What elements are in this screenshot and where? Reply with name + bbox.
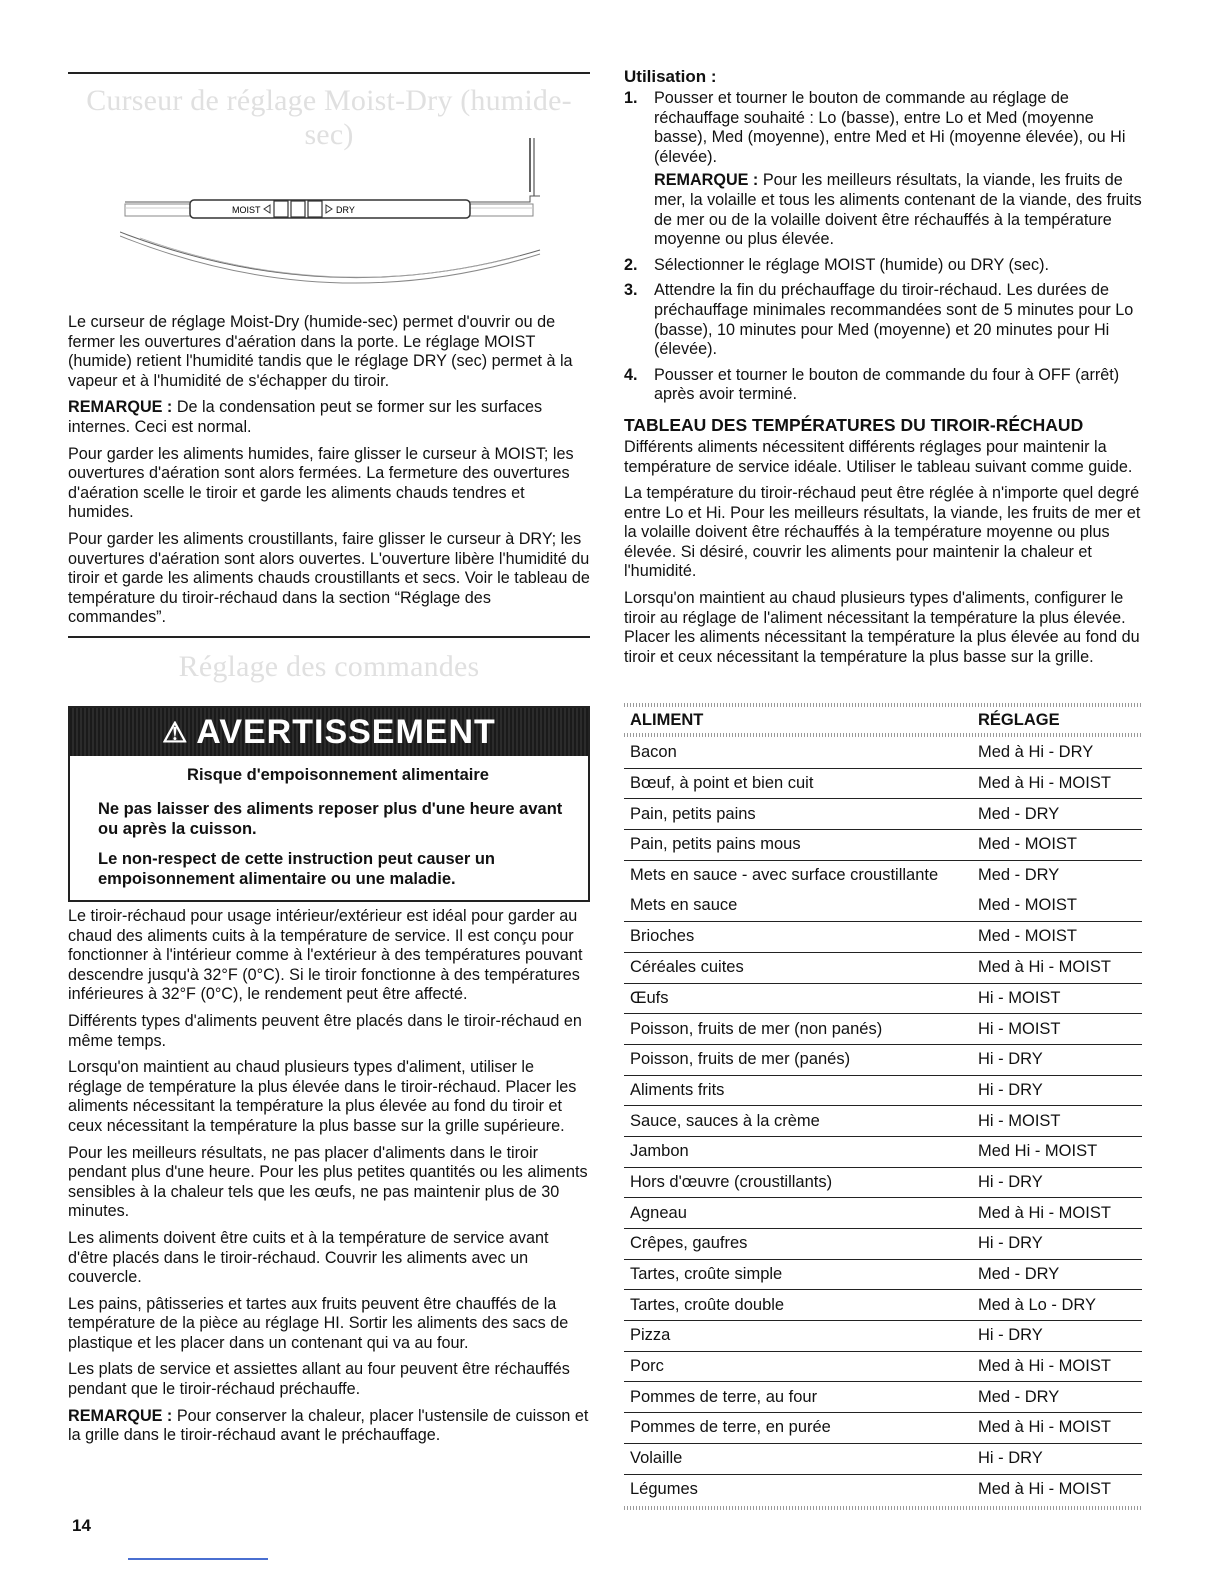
cell-aliment: Pizza bbox=[630, 1326, 671, 1345]
table-row bbox=[624, 768, 1142, 799]
cell-aliment: Jambon bbox=[630, 1142, 689, 1161]
top-rule-left bbox=[68, 72, 590, 74]
warning-triangle-icon: ⚠ bbox=[162, 716, 189, 748]
cell-aliment: Volaille bbox=[630, 1449, 683, 1468]
paragraph: Différents types d'aliments peuvent être placés dans le tiroir-réchaud en même temps. bbox=[68, 1011, 582, 1050]
cell-reglage: Med à Hi - DRY bbox=[978, 742, 1094, 761]
warning-box bbox=[68, 706, 590, 902]
moist-dry-slider-illustration bbox=[120, 138, 550, 308]
section-title-controls: Réglage des commandes bbox=[178, 650, 480, 683]
cell-reglage: Med - MOIST bbox=[978, 896, 1078, 915]
table-row bbox=[624, 952, 1142, 983]
warning-header-text: AVERTISSEMENT bbox=[196, 712, 496, 751]
cell-aliment: Crêpes, gaufres bbox=[630, 1234, 748, 1253]
cell-reglage: Hi - MOIST bbox=[978, 1111, 1061, 1130]
moist-label: MOIST bbox=[232, 205, 261, 215]
dry-label: DRY bbox=[336, 205, 355, 215]
table-row bbox=[624, 798, 1142, 829]
warning-line-2: Le non-respect de cette instruction peut causer un empoisonnement alimentaire ou une maladie. bbox=[98, 850, 495, 888]
cell-aliment: Pommes de terre, en purée bbox=[630, 1418, 831, 1437]
section-title-moist-dry: Curseur de réglage Moist-Dry (humide-sec) bbox=[86, 84, 572, 151]
paragraph: Pour garder les aliments croustillants, faire glisser le curseur à DRY; les ouvertures d'aération sont alors ouvertes. L'ouverture libère l'humidité du tiroir et garde les aliments chauds croustillants et secs. Voir le tableau de température du tiroir-réchaud dans la section “Réglage des commandes”. bbox=[68, 529, 590, 627]
cell-reglage: Hi - DRY bbox=[978, 1449, 1043, 1468]
cell-reglage: Med à Lo - DRY bbox=[978, 1295, 1096, 1314]
step-number: 4. bbox=[624, 365, 638, 384]
cell-aliment: Mets en sauce bbox=[630, 896, 738, 915]
cell-aliment: Tartes, croûte simple bbox=[630, 1265, 783, 1284]
table-row bbox=[624, 1167, 1142, 1198]
cell-aliment: Poisson, fruits de mer (panés) bbox=[630, 1050, 851, 1069]
table-row bbox=[624, 1044, 1142, 1075]
table-row bbox=[624, 1381, 1142, 1412]
table-row bbox=[624, 1228, 1142, 1259]
table-row bbox=[624, 829, 1142, 860]
moist-dry-text bbox=[68, 313, 590, 635]
cell-reglage: Med à Hi - MOIST bbox=[978, 1203, 1111, 1222]
cell-reglage: Med à Hi - MOIST bbox=[978, 958, 1111, 977]
table-bottom-band bbox=[624, 1506, 1142, 1510]
table-row bbox=[624, 860, 1142, 891]
table-row bbox=[624, 1259, 1142, 1290]
table-section-heading: TABLEAU DES TEMPÉRATURES DU TIROIR-RÉCHAUD bbox=[624, 414, 1084, 435]
table-row bbox=[624, 1412, 1142, 1443]
section-rule-left bbox=[68, 636, 590, 638]
note-paragraph bbox=[68, 1407, 590, 1446]
cell-aliment: Légumes bbox=[630, 1479, 698, 1498]
cell-reglage: Hi - DRY bbox=[978, 1326, 1043, 1345]
table-row bbox=[624, 737, 1142, 768]
cell-aliment: Pain, petits pains bbox=[630, 804, 756, 823]
note-label: REMARQUE : bbox=[68, 398, 173, 417]
cell-aliment: Bœuf, à point et bien cuit bbox=[630, 774, 814, 793]
step-number: 3. bbox=[624, 281, 638, 300]
cell-reglage: Med à Hi - MOIST bbox=[978, 774, 1111, 793]
step-2 bbox=[624, 256, 1144, 276]
cell-reglage: Hi - DRY bbox=[978, 1234, 1043, 1253]
note-label: REMARQUE : bbox=[654, 171, 759, 190]
table-row bbox=[624, 1320, 1142, 1351]
table-row bbox=[624, 921, 1142, 952]
cell-aliment: Pain, petits pains mous bbox=[630, 835, 801, 854]
header-aliment: ALIMENT bbox=[630, 710, 704, 729]
cell-reglage: Hi - DRY bbox=[978, 1080, 1043, 1099]
paragraph: Pour garder les aliments humides, faire glisser le curseur à MOIST; les ouvertures d'aération sont alors fermées. La fermeture des ouvertures d'aération scelle le tiroir et garde les aliments chauds tendres et humides. bbox=[68, 444, 574, 522]
cell-aliment: Bacon bbox=[630, 742, 677, 761]
cell-reglage: Med à Hi - MOIST bbox=[978, 1418, 1111, 1437]
note-text: De la condensation peut se former sur les surfaces internes. Ceci est normal. bbox=[68, 398, 543, 436]
temperature-table bbox=[624, 703, 1142, 1510]
paragraph: Pour les meilleurs résultats, ne pas placer d'aliments dans le tiroir pendant plus d'une heure. Pour les plus petites quantités ou les aliments sensibles à la chaleur tels que les œufs, ne pas maintenir plus de 30 minutes. bbox=[68, 1143, 588, 1221]
paragraph: Différents aliments nécessitent différents réglages pour maintenir la température de service idéale. Utiliser le tableau suivant comme guide. bbox=[624, 437, 1133, 476]
paragraph: Le tiroir-réchaud pour usage intérieur/extérieur est idéal pour garder au chaud des aliments cuits à la température de service. Il est conçu pour fonctionner à l'intérieur comme à l'extérieur à des températures pouvant descendre jusqu'à 32°F (0°C). Si le tiroir fonctionne à des températures inférieures à 32°F (0°C), le rendement peut être affecté. bbox=[68, 907, 583, 1004]
cell-aliment: Hors d'œuvre (croustillants) bbox=[630, 1172, 833, 1191]
table-row bbox=[624, 1443, 1142, 1474]
table-row bbox=[624, 983, 1142, 1014]
paragraph: Les pains, pâtisseries et tartes aux fruits peuvent être chauffés de la température de la pièce au réglage HI. Sortir les aliments des sacs de plastique et les placer dans un contenant qui va au four. bbox=[68, 1294, 569, 1352]
note-label: REMARQUE : bbox=[68, 1406, 173, 1425]
cell-aliment: Aliments frits bbox=[630, 1080, 725, 1099]
cell-reglage: Med à Hi - MOIST bbox=[978, 1357, 1111, 1376]
step-text: Pousser et tourner le bouton de commande du four à OFF (arrêt) après avoir terminé. bbox=[654, 365, 1120, 404]
header-reglage: RÉGLAGE bbox=[978, 710, 1060, 729]
steps-list bbox=[624, 89, 1144, 405]
controls-text bbox=[68, 907, 590, 1453]
cell-reglage: Hi - MOIST bbox=[978, 1019, 1061, 1038]
table-row bbox=[624, 890, 1142, 921]
note-paragraph bbox=[68, 398, 590, 437]
cell-aliment: Agneau bbox=[630, 1203, 687, 1222]
table-row bbox=[624, 1351, 1142, 1382]
paragraph: Les plats de service et assiettes allant au four peuvent être réchauffés pendant que le tiroir-réchaud préchauffe. bbox=[68, 1360, 570, 1399]
cell-reglage: Hi - MOIST bbox=[978, 988, 1061, 1007]
cell-reglage: Med - DRY bbox=[978, 1387, 1060, 1406]
cell-reglage: Med - DRY bbox=[978, 804, 1060, 823]
step-note bbox=[654, 171, 1144, 249]
cell-reglage: Med - MOIST bbox=[978, 835, 1078, 854]
table-row bbox=[624, 1136, 1142, 1167]
table-row bbox=[624, 1105, 1142, 1136]
cell-aliment: Céréales cuites bbox=[630, 958, 744, 977]
paragraph: Lorsqu'on maintient au chaud plusieurs types d'aliment, utiliser le réglage de température la plus élevée dans le tiroir-réchaud. Placer les aliments nécessitant la température la plus élevée au fond du tiroir et ceux nécessitant la température la plus basse sur la grille supérieure. bbox=[68, 1058, 577, 1135]
step-4 bbox=[624, 366, 1144, 405]
note-text: Pour les meilleurs résultats, la viande, les fruits de mer, la volaille et tous les aliments contenant de la viande, des fruits de mer ou de la volaille doivent être réchauffés à la température moyenne ou plus élevée. bbox=[654, 171, 1142, 249]
table-row bbox=[624, 1474, 1142, 1505]
table-row bbox=[624, 1075, 1142, 1106]
step-number: 1. bbox=[624, 89, 638, 107]
table-row bbox=[624, 1197, 1142, 1228]
step-number: 2. bbox=[624, 255, 638, 274]
page-number: 14 bbox=[72, 1516, 91, 1535]
cell-aliment: Pommes de terre, au four bbox=[630, 1387, 818, 1406]
cell-aliment: Porc bbox=[630, 1357, 664, 1376]
footer-link-line bbox=[128, 1558, 268, 1560]
cell-aliment: Mets en sauce - avec surface croustillante bbox=[630, 866, 939, 885]
cell-reglage: Med - DRY bbox=[978, 866, 1060, 885]
paragraph: La température du tiroir-réchaud peut être réglée à n'importe quel degré entre Lo et Hi. Pour les meilleurs résultats, la viande, les fruits de mer et la volaille doivent être réchauffés à la température moyenne ou plus élevée. Si désiré, couvrir les aliments pour maintenir la chaleur et l'humidité. bbox=[624, 484, 1141, 581]
step-text: Attendre la fin du préchauffage du tiroir-réchaud. Les durées de préchauffage minimales recommandées sont de 5 minutes pour Lo (basse), 10 minutes pour Med (moyenne) et 20 minutes pour Hi (élevée). bbox=[654, 281, 1134, 359]
cell-reglage: Hi - DRY bbox=[978, 1050, 1043, 1069]
paragraph: Le curseur de réglage Moist-Dry (humide-sec) permet d'ouvrir ou de fermer les ouvertures d'aération dans la porte. Le réglage MOIST (humide) retient l'humidité tandis que le réglage DRY (sec) permet à la vapeur et à l'humidité de s'échapper du tiroir. bbox=[68, 313, 573, 390]
step-3 bbox=[624, 281, 1144, 359]
table-header-row bbox=[624, 707, 1142, 733]
step-text: Pousser et tourner le bouton de commande au réglage de réchauffage souhaité : Lo (basse), entre Lo et Med (moyenne basse), Med (moyenne), entre Med et Hi (moyenne élevée), ou Hi (élevée). bbox=[654, 89, 1126, 166]
cell-aliment: Sauce, sauces à la crème bbox=[630, 1111, 820, 1130]
paragraph: Lorsqu'on maintient au chaud plusieurs types d'aliments, configurer le tiroir au réglage de l'aliment nécessitant la température la plus élevée. Placer les aliments nécessitant la température la plus élevée au fond du tiroir et ceux nécessitant la température la plus basse sur la grille. bbox=[624, 589, 1140, 666]
step-1 bbox=[624, 89, 1144, 250]
cell-aliment: Tartes, croûte double bbox=[630, 1295, 785, 1314]
warning-subtitle: Risque d'empoisonnement alimentaire bbox=[187, 766, 489, 784]
cell-reglage: Med - DRY bbox=[978, 1265, 1060, 1284]
cell-aliment: Poisson, fruits de mer (non panés) bbox=[630, 1019, 883, 1038]
warning-line-1: Ne pas laisser des aliments reposer plus d'une heure avant ou après la cuisson. bbox=[98, 800, 563, 838]
utilisation-heading: Utilisation : bbox=[624, 67, 717, 86]
cell-aliment: Œufs bbox=[630, 988, 669, 1007]
cell-reglage: Med - MOIST bbox=[978, 927, 1078, 946]
paragraph: Les aliments doivent être cuits et à la température de service avant d'être placés dans le tiroir-réchaud. Couvrir les aliments avec un couvercle. bbox=[68, 1228, 549, 1287]
table-row bbox=[624, 1013, 1142, 1044]
cell-reglage: Hi - DRY bbox=[978, 1172, 1043, 1191]
table-row bbox=[624, 1289, 1142, 1320]
note-text: Pour conserver la chaleur, placer l'ustensile de cuisson et la grille dans le tiroir-réchaud avant le préchauffage. bbox=[68, 1406, 589, 1445]
cell-reglage: Med Hi - MOIST bbox=[978, 1142, 1098, 1161]
cell-aliment: Brioches bbox=[630, 927, 695, 946]
right-column-text bbox=[624, 67, 1144, 674]
table-body bbox=[624, 737, 1142, 1504]
warning-header bbox=[70, 708, 588, 756]
cell-reglage: Med à Hi - MOIST bbox=[978, 1479, 1111, 1498]
step-text: Sélectionner le réglage MOIST (humide) ou DRY (sec). bbox=[654, 255, 1049, 274]
